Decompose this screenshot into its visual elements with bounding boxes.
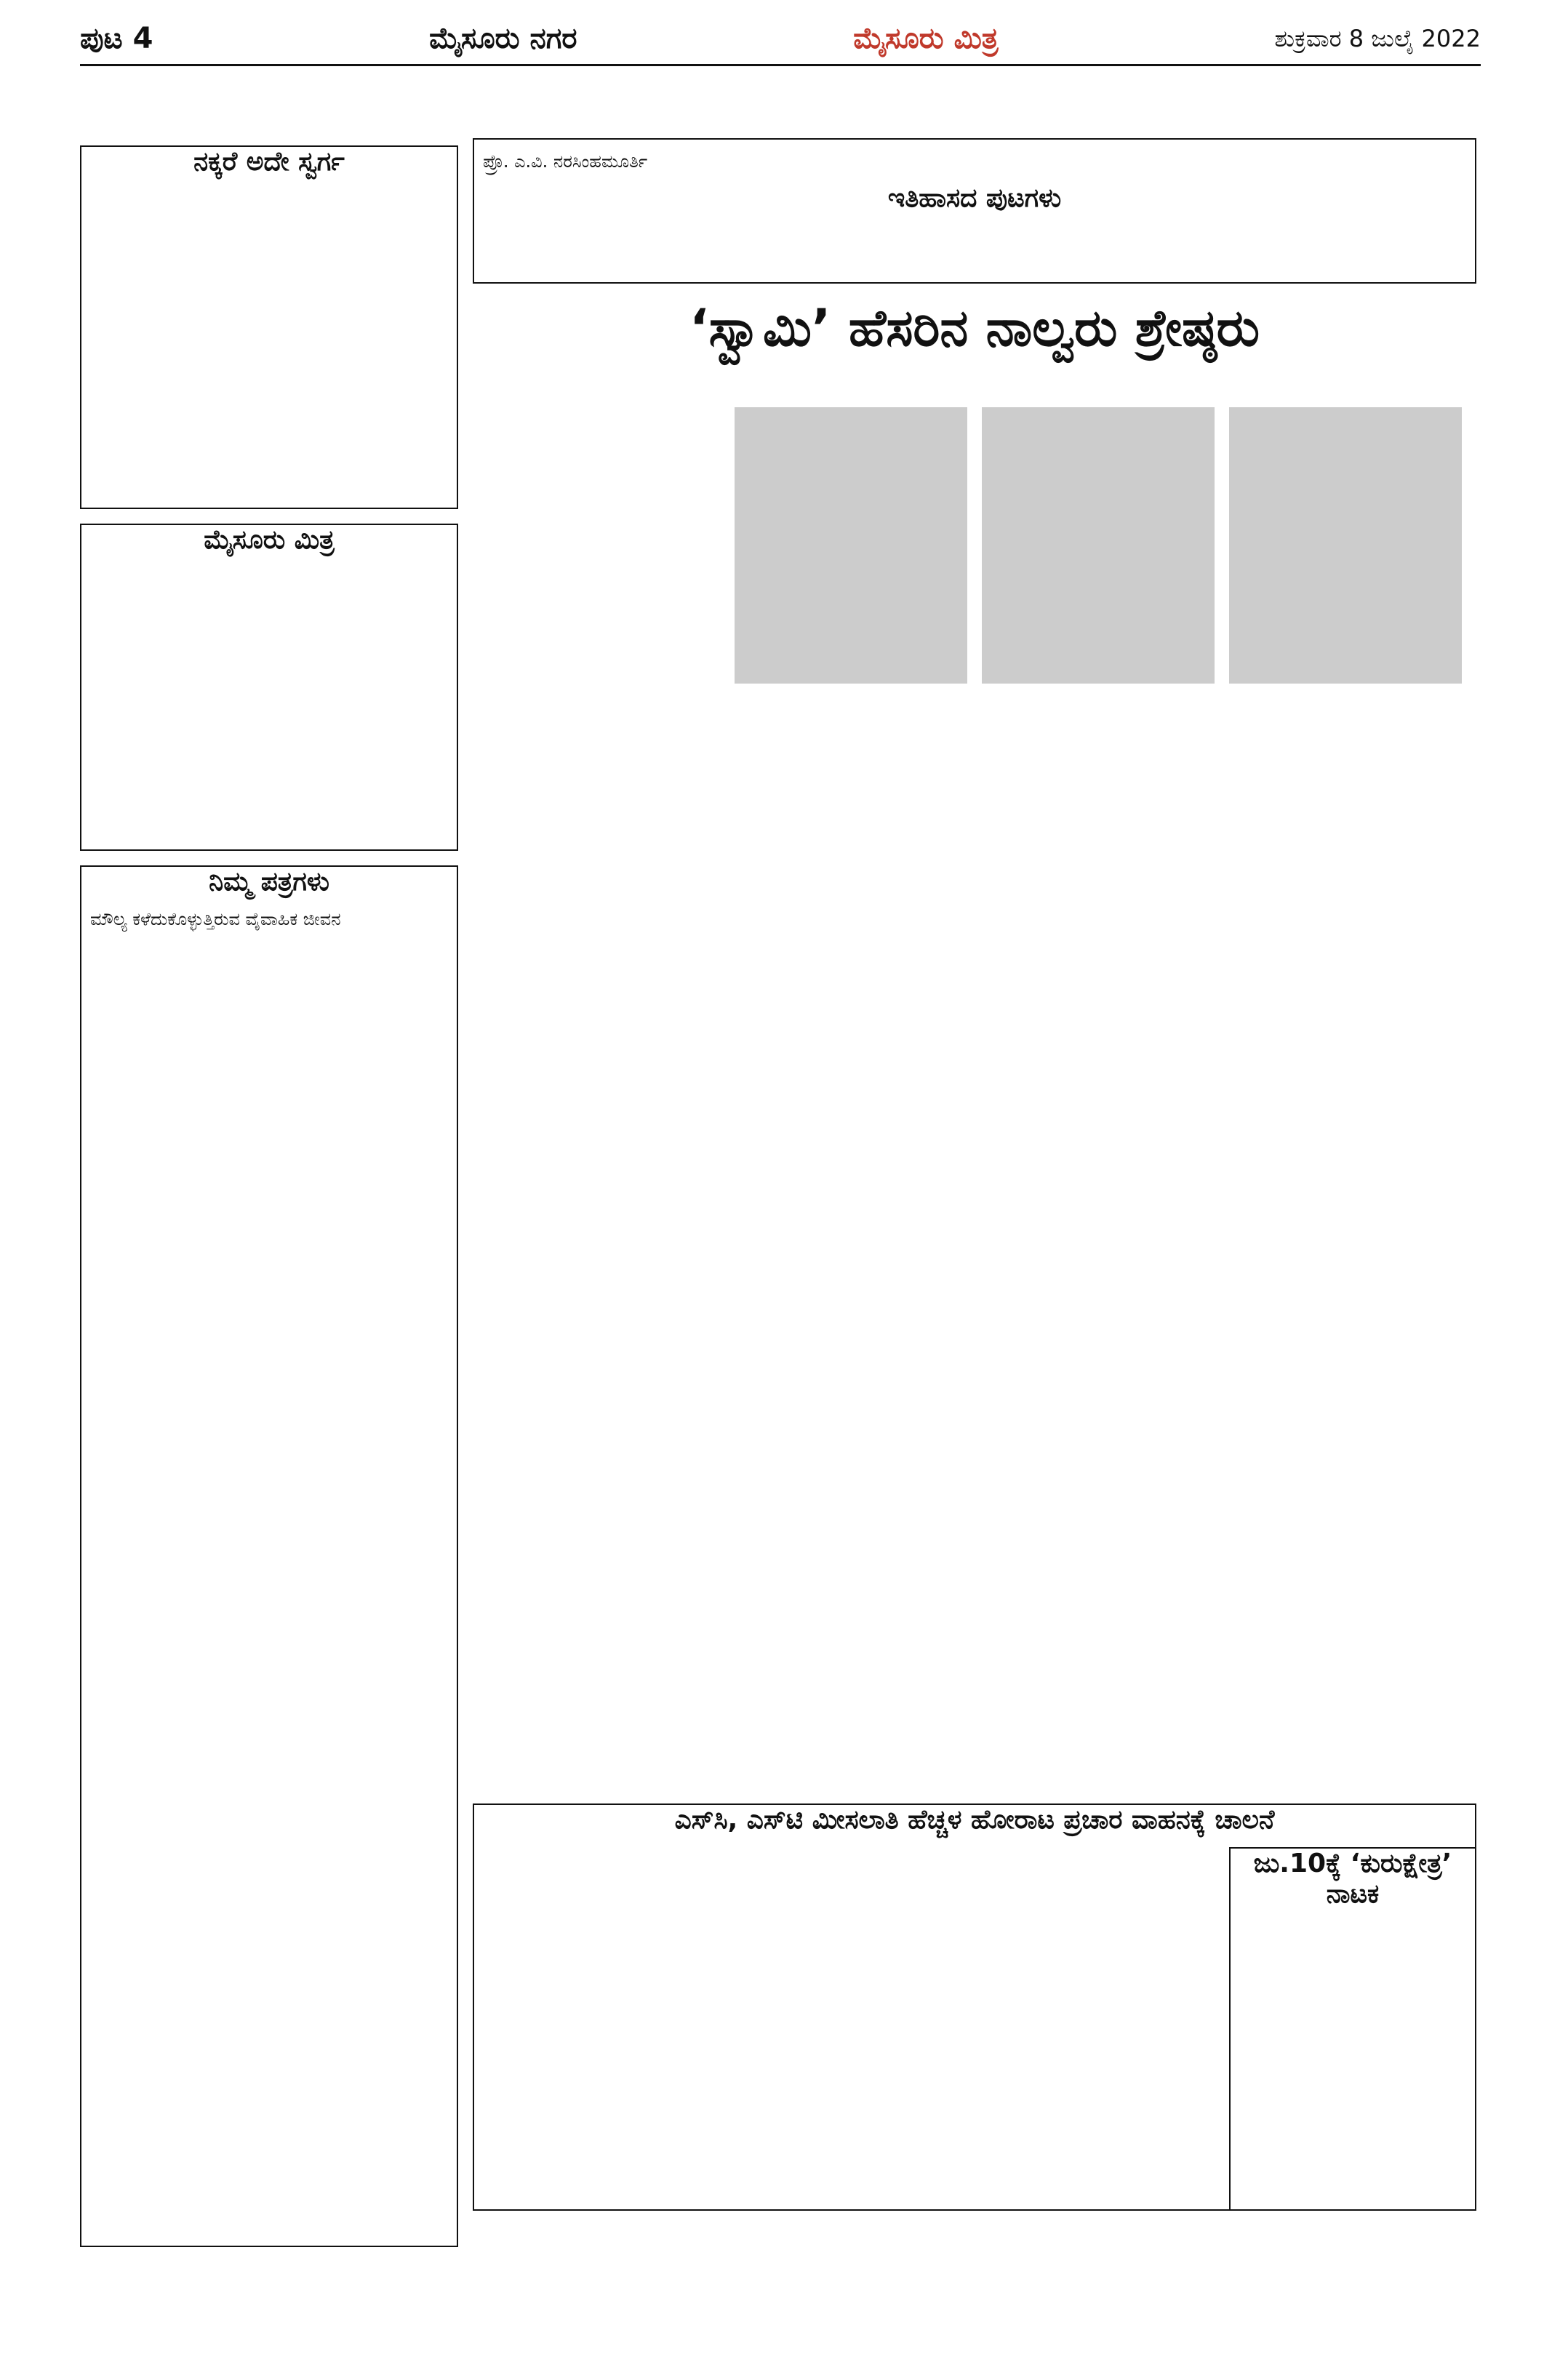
- letters-section: [80, 865, 458, 2247]
- page-number: ಪುಟ 4: [80, 22, 153, 55]
- column-header: [473, 138, 1476, 284]
- photo-1: [735, 407, 967, 684]
- side-story: [1229, 1847, 1476, 2211]
- masthead: ಮೈಸೂರು ಮಿತ್ರ: [853, 22, 999, 55]
- main-headline: ‘ಸ್ವಾಮಿ’ ಹೆಸರಿನ ನಾಲ್ವರು ಶ್ರೇಷ್ಠರು: [689, 298, 1260, 358]
- letters-title: ನಿಮ್ಮ ಪತ್ರಗಳು: [209, 867, 329, 897]
- photo-3: [1229, 407, 1462, 684]
- humor-box: [80, 145, 458, 509]
- page-header: [80, 13, 1481, 66]
- issue-date: ಶುಕ್ರವಾರ 8 ಜುಲೈ 2022: [1274, 24, 1481, 52]
- bottom-headline: ಎಸ್‌ಸಿ, ಎಸ್‌ಟಿ ಮೀಸಲಾತಿ ಹೆಚ್ಚಳ ಹೋರಾಟ ಪ್ರಚಾರ ವಾಹನಕ್ಕೆ ಚಾಲನೆ: [674, 1805, 1275, 1835]
- section-name: ಮೈಸೂರು ನಗರ: [429, 22, 577, 55]
- column-title: ಇತಿಹಾಸದ ಪುಟಗಳು: [887, 183, 1062, 213]
- photo-2: [982, 407, 1215, 684]
- humor-title: ನಕ್ಕರೆ ಅದೇ ಸ್ವರ್ಗ: [193, 147, 345, 177]
- side-headline: ಜು.10ಕ್ಕೆ ‘ಕುರುಕ್ಷೇತ್ರ’ ನಾಟಕ: [1253, 1849, 1452, 1909]
- author-name: ಪ್ರೊ. ಎ.ವಿ. ನರಸಿಂಹಮೂರ್ತಿ: [483, 151, 648, 172]
- letter-heading: ಮೌಲ್ಯ ಕಳೆದುಕೊಳ್ಳುತ್ತಿರುವ ವೈವಾಹಿಕ ಜೀವನ: [90, 909, 341, 929]
- masthead-box: [80, 524, 458, 851]
- masthead-title: ಮೈಸೂರು ಮಿತ್ರ: [204, 525, 335, 555]
